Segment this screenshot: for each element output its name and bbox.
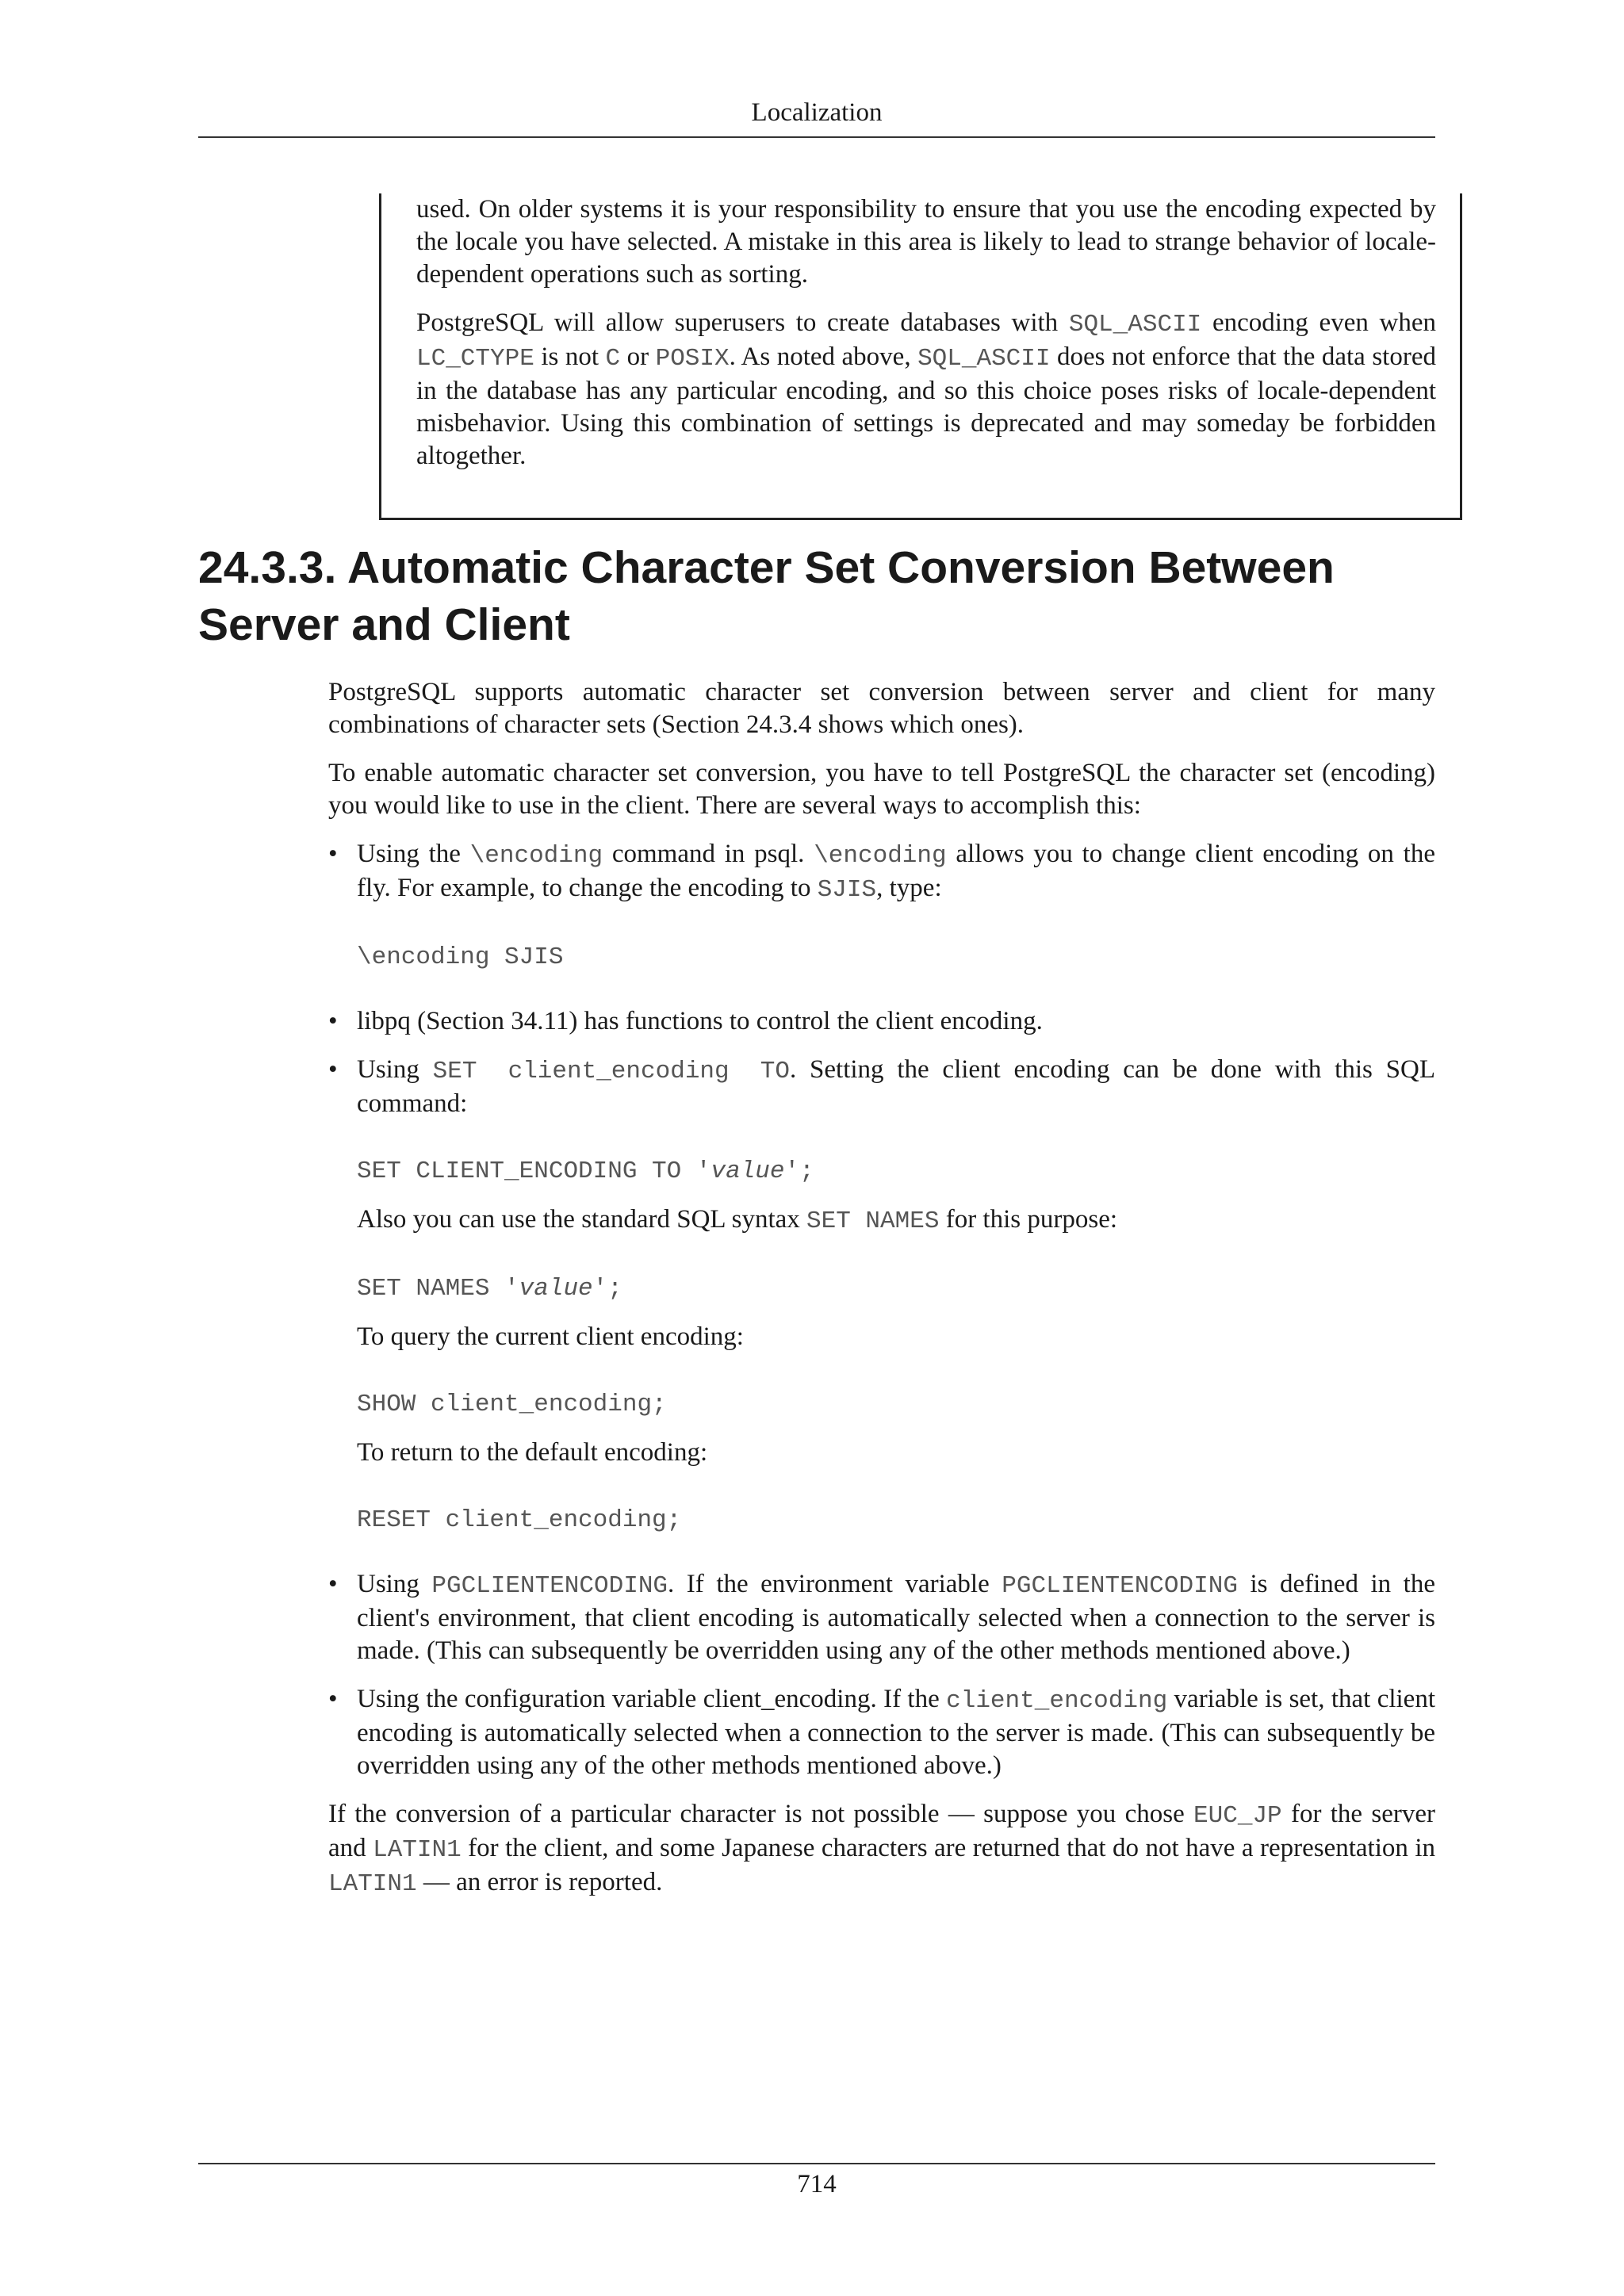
inline-code: LC_CTYPE	[416, 345, 534, 373]
bullet: •	[328, 1685, 338, 1713]
text: for the client, and some Japanese characters are returned that do not have a representation in	[461, 1834, 1435, 1862]
note-paragraph-1: used. On older systems it is your responsibility to ensure that you use the encoding expected by the locale you have selected. A mistake in this area is likely to lead to strange behavior of locale-dependent operations such as sorting.	[416, 195, 1436, 289]
bullet: •	[328, 1055, 338, 1084]
text: is not	[534, 342, 606, 371]
code-text: SET NAMES '	[357, 1275, 519, 1303]
text: . If the environment variable	[668, 1570, 1002, 1598]
list-item-text	[357, 838, 1435, 906]
text: Using the configuration variable client_encoding. If the	[357, 1685, 947, 1713]
intro-paragraph-1: PostgreSQL supports automatic character set conversion between server and client for many combinations of character sets (Section 24.3.4 shows which ones).	[328, 678, 1435, 739]
text: is defined in the client's environment, that client encoding is automatically selected when a connection to the server is made. (This can subsequently be overridden using any of the other methods mentioned above.)	[357, 1570, 1435, 1665]
bullet: •	[328, 840, 338, 868]
list-item-text	[357, 1203, 1435, 1238]
text: If the conversion of a particular character is not possible — suppose you chose	[328, 1800, 1194, 1828]
text: encoding even when	[1201, 308, 1436, 337]
inline-code: C	[605, 345, 621, 373]
code-variable: value	[519, 1275, 593, 1303]
closing-paragraph	[328, 1798, 1435, 1900]
inline-code: \encoding	[469, 842, 603, 870]
list-item	[328, 1568, 1435, 1667]
code-block	[357, 1238, 1435, 1321]
text: Using	[357, 1570, 432, 1598]
intro-paragraph-2: To enable automatic character set conversion, you have to tell PostgreSQL the character set (encoding) you would like to use in the client. There are several ways to accomplish this:	[328, 759, 1435, 820]
text: PostgreSQL will allow superusers to create databases with	[416, 308, 1069, 337]
running-header: Localization	[751, 98, 883, 127]
methods-list	[328, 838, 1435, 1782]
list-item	[328, 1054, 1435, 1552]
code-variable: value	[710, 1158, 785, 1185]
list-item	[328, 838, 1435, 989]
list-item	[328, 1005, 1435, 1038]
text: for the server and	[328, 1800, 1435, 1862]
text: for this purpose:	[939, 1205, 1118, 1234]
text: does not enforce that the data stored in the database has any particular encoding, and so this choice poses risks of locale-dependent misbehavior. Using this combination of settings is deprecated and may someday be forbidden altogether.	[416, 342, 1436, 470]
code-block: \encoding SJIS	[357, 943, 564, 971]
inline-code: LATIN1	[373, 1836, 462, 1864]
note-paragraph-2	[416, 307, 1436, 473]
text: Using	[357, 1055, 433, 1084]
code-block: SHOW client_encoding;	[357, 1391, 667, 1418]
list-item-text	[357, 1568, 1435, 1667]
list-item-text	[357, 1683, 1435, 1782]
bullet: •	[328, 1570, 338, 1598]
code-block: RESET client_encoding;	[357, 1506, 682, 1534]
inline-code: SJIS	[817, 876, 877, 904]
text: , type:	[876, 874, 942, 902]
inline-code: LATIN1	[328, 1870, 417, 1898]
inline-code: PGCLIENTENCODING	[431, 1572, 668, 1600]
text: . Setting the client encoding can be done with this SQL command:	[357, 1055, 1435, 1118]
text: Using the	[357, 840, 470, 868]
text: or	[620, 342, 656, 371]
text: variable is set, that client encoding is automatically selected when a connection to the server is made. (This can subsequently be overridden using any of the other methods mentioned above.)	[357, 1685, 1436, 1780]
code-block	[357, 1120, 1435, 1203]
code-text: SET CLIENT_ENCODING TO '	[357, 1158, 711, 1185]
list-item-text: libpq (Section 34.11) has functions to control the client encoding.	[357, 1007, 1043, 1035]
list-item-text: To query the current client encoding:	[357, 1322, 744, 1351]
text: Also you can use the standard SQL syntax	[357, 1205, 807, 1234]
code-text: ';	[784, 1158, 814, 1185]
inline-code: client_encoding	[946, 1687, 1168, 1715]
inline-code: SET client_encoding TO	[432, 1058, 790, 1085]
inline-code: POSIX	[655, 345, 730, 373]
list-item	[328, 1683, 1435, 1782]
inline-code: EUC_JP	[1193, 1802, 1282, 1830]
header-rule	[198, 136, 1435, 138]
inline-code: SQL_ASCII	[917, 345, 1051, 373]
list-item-text: To return to the default encoding:	[357, 1438, 708, 1467]
section-heading: 24.3.3. Automatic Character Set Conversion Between Server and Client	[198, 542, 1335, 650]
note-box	[379, 193, 1462, 520]
page-number: 714	[797, 2170, 837, 2198]
inline-code: \encoding	[814, 842, 947, 870]
inline-code: PGCLIENTENCODING	[1002, 1572, 1238, 1600]
inline-code: SET NAMES	[806, 1207, 940, 1235]
bullet: •	[328, 1007, 338, 1035]
list-item-text	[357, 1054, 1435, 1120]
section-body	[328, 676, 1435, 1916]
text: command in psql.	[603, 840, 814, 868]
text: . As noted above,	[729, 342, 918, 371]
text: allows you to change client encoding on the fly. For example, to change the encoding to	[357, 840, 1435, 902]
inline-code: SQL_ASCII	[1068, 311, 1202, 339]
text: — an error is reported.	[416, 1868, 663, 1896]
code-text: ';	[592, 1275, 622, 1303]
note-content	[416, 193, 1436, 473]
